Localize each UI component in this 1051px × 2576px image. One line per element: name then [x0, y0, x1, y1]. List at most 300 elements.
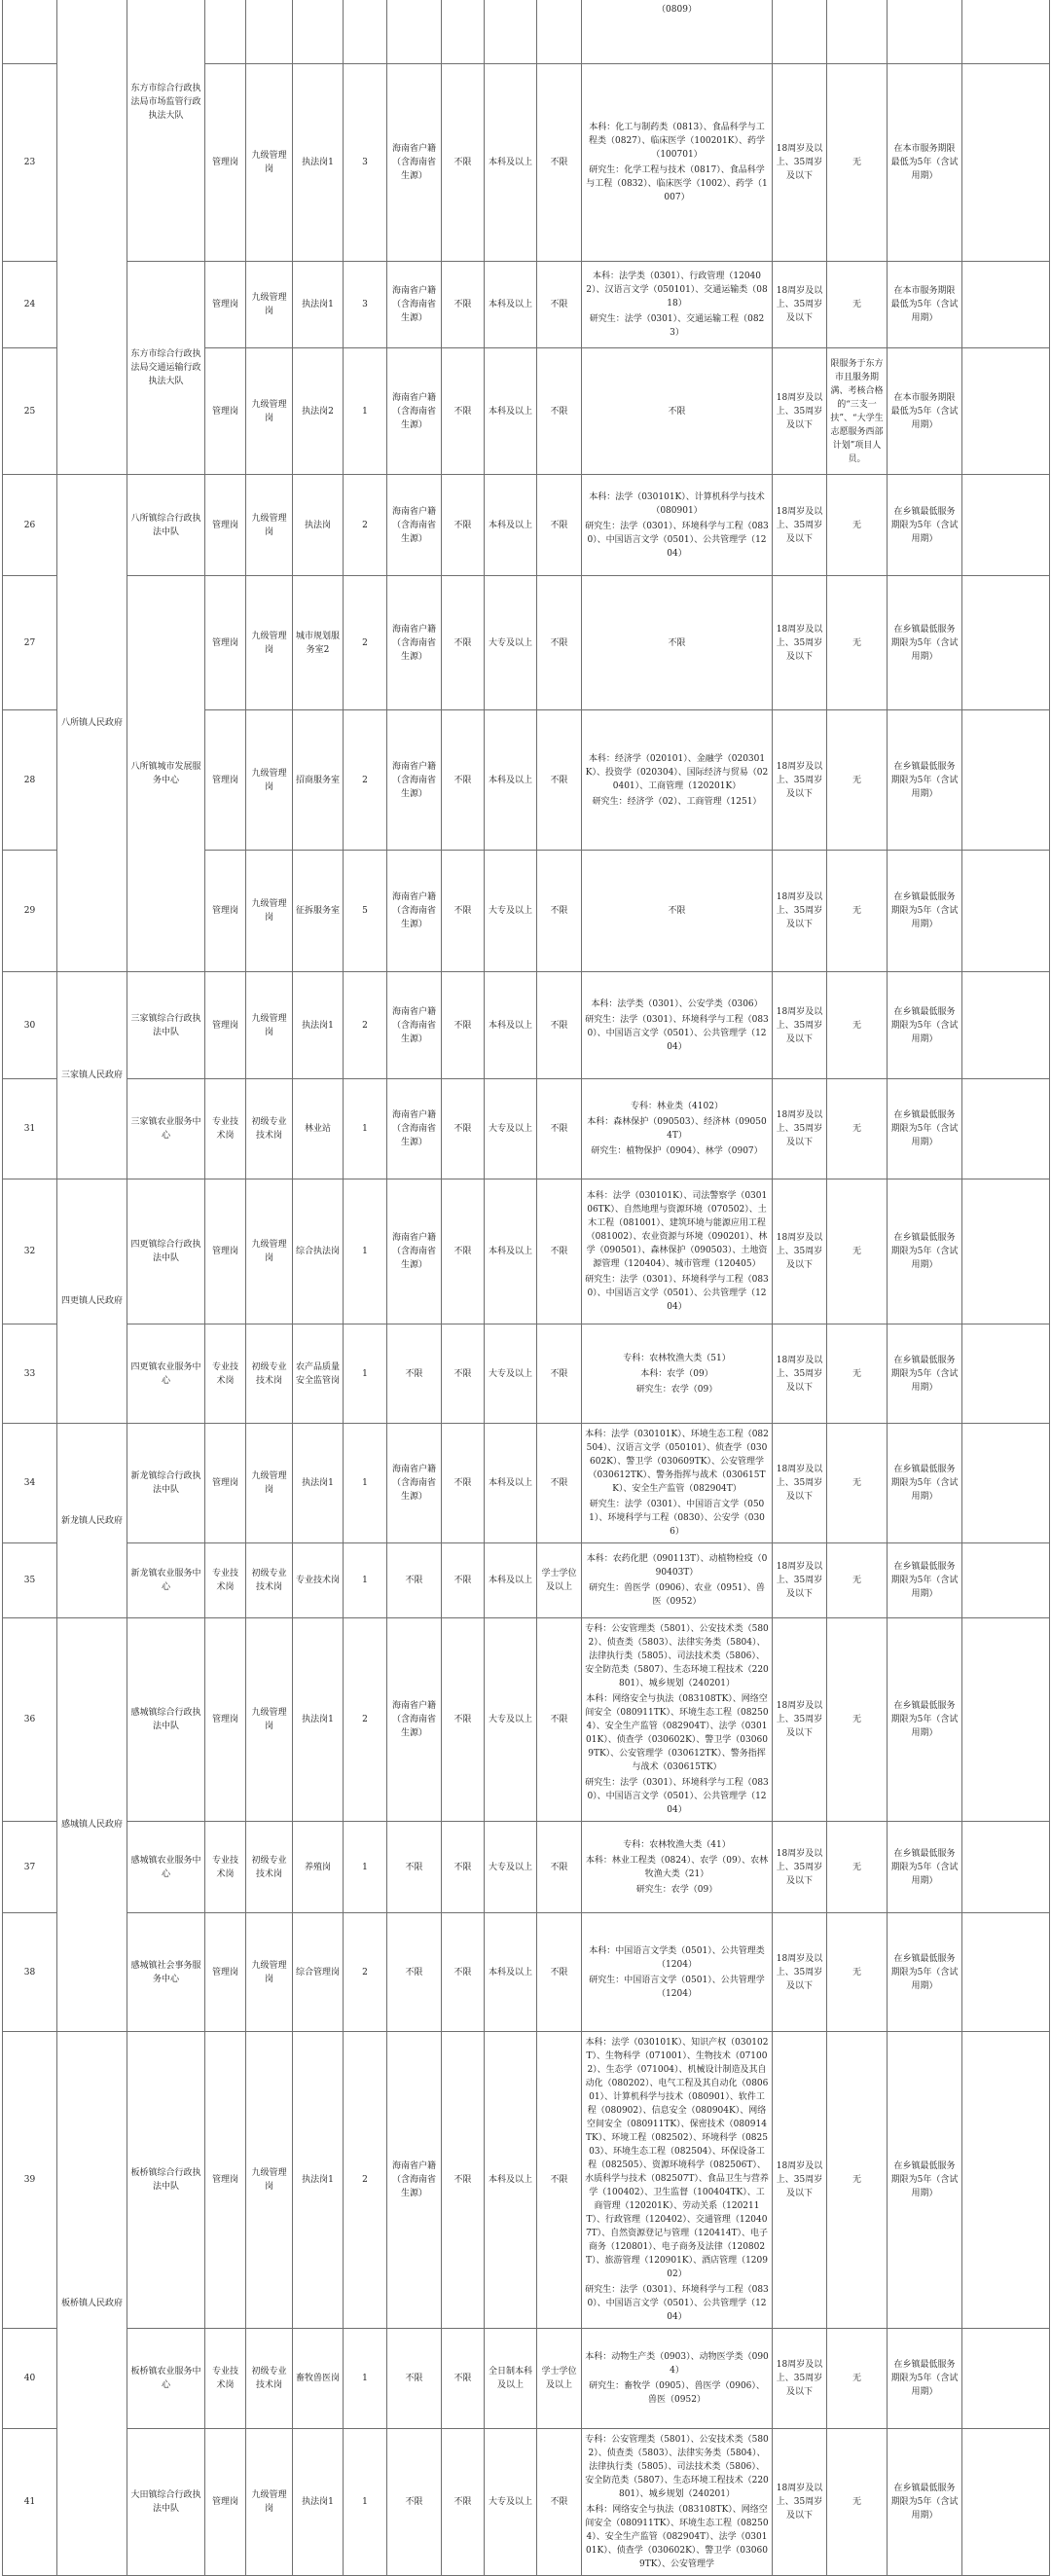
service-term-cell: 在乡镇最低服务期限为5年（含试用期） — [888, 2329, 962, 2429]
major-line: 本科：网络安全与执法（083108TK）、网络空间安全（080911TK）、环境生态工程（082504）、安全生产监管（082904T）、法学（030101K）、侦查学（030602K）、警卫学（030609TK）、公安管理学（030612TK）、警务指挥与战术（030615TK） — [585, 1694, 769, 1772]
degree-cell: 不限 — [537, 576, 582, 710]
unit-cell: 四更镇综合行政执法中队 — [127, 1179, 205, 1324]
row-number: 37 — [3, 1822, 57, 1913]
age-cell: 18周岁及以上、35周岁及以下 — [773, 1079, 827, 1179]
major-requirement-cell — [582, 1079, 773, 1179]
gender-cell: 不限 — [442, 1324, 485, 1424]
household-cell: 海南省户籍（含海南省生源） — [387, 1079, 442, 1179]
level-cell: 初级专业技术岗 — [246, 1324, 293, 1424]
other-condition-cell: 无 — [827, 2032, 888, 2329]
age-cell: 18周岁及以上、35周岁及以下 — [773, 1179, 827, 1324]
row-number: 33 — [3, 1324, 57, 1424]
gender-cell: 不限 — [442, 2429, 485, 2576]
remark-cell — [962, 1424, 1050, 1543]
remark-cell — [962, 1543, 1050, 1618]
level-cell: 初级专业技术岗 — [246, 1543, 293, 1618]
gender-cell: 不限 — [442, 475, 485, 576]
unit-cell: 感城镇农业服务中心 — [127, 1822, 205, 1913]
major-requirement-cell — [582, 2032, 773, 2329]
remark-cell — [962, 2032, 1050, 2329]
household-cell: 海南省户籍（含海南省生源） — [387, 1179, 442, 1324]
level-cell: 九级管理岗 — [246, 1424, 293, 1543]
row-number: 39 — [3, 2032, 57, 2329]
unit-cell: 板桥镇农业服务中心 — [127, 2329, 205, 2429]
table-row — [3, 1179, 1050, 1324]
gender-cell: 不限 — [442, 1618, 485, 1822]
household-cell: 海南省户籍（含海南省生源） — [387, 1424, 442, 1543]
unit-cell: 新龙镇综合行政执法中队 — [127, 1424, 205, 1543]
post-cell: 执法岗1 — [293, 1424, 344, 1543]
major-line: 研究生：化学工程与技术（0817）、食品科学与工程（0832）、临床医学（1002）、药学（1007） — [586, 165, 768, 202]
service-term-cell: 在乡镇最低服务期限为5年（含试用期） — [888, 1822, 962, 1913]
major-line: 研究生：法学（0301）、环境科学与工程（0830）、中国语言文学（0501）、公共管理学（1204） — [585, 1275, 769, 1312]
table-row — [3, 1822, 1050, 1913]
row-number: 26 — [3, 475, 57, 576]
other-condition-cell: 无 — [827, 576, 888, 710]
table-row — [3, 2329, 1050, 2429]
department-cell: 四更镇人民政府 — [57, 1179, 127, 1424]
row-number: 34 — [3, 1424, 57, 1543]
age-cell: 18周岁及以上、35周岁及以下 — [773, 851, 827, 972]
count-cell: 2 — [344, 475, 387, 576]
unit-cell: 板桥镇综合行政执法中队 — [127, 2032, 205, 2329]
major-requirement-cell — [582, 0, 773, 64]
major-line: 研究生：中国语言文学（0501）、公共管理学（1204） — [589, 1975, 765, 1999]
remark-cell — [962, 710, 1050, 851]
major-line: 研究生：法学（0301）、环境科学与工程（0830）、中国语言文学（0501）、公共管理学（1204） — [585, 521, 769, 559]
other-condition-cell: 限服务于东方市且服务期满、考核合格的“三支一扶”、“大学生志愿服务西部计划”项目人员。 — [827, 348, 888, 475]
major-line: 本科：经济学（020101）、金融学（020301K）、投资学（020304）、国际经济与贸易（020401）、工商管理（120201K） — [585, 753, 769, 791]
gender-cell: 不限 — [442, 710, 485, 851]
table-row — [3, 1913, 1050, 2032]
household-cell: 不限 — [387, 2429, 442, 2576]
major-requirement-cell — [582, 710, 773, 851]
row-number: 41 — [3, 2429, 57, 2576]
count-cell: 2 — [344, 2032, 387, 2329]
household-cell: 海南省户籍（含海南省生源） — [387, 2032, 442, 2329]
recruitment-positions-table — [2, 0, 1050, 2576]
education-cell: 本科及以上 — [485, 710, 537, 851]
recruitment-table-sheet — [2, 0, 1049, 2576]
major-line: 研究生：法学（0301）、中国语言文学（0501）、环境科学与工程（0830）、公安学（0306） — [589, 1500, 765, 1537]
degree-cell: 不限 — [537, 1618, 582, 1822]
education-cell: 大专及以上 — [485, 1822, 537, 1913]
department-cell — [57, 0, 127, 475]
count-cell: 1 — [344, 2429, 387, 2576]
degree-cell: 不限 — [537, 1079, 582, 1179]
unit-cell: 大田镇综合行政执法中队 — [127, 2429, 205, 2576]
household-cell: 海南省户籍（含海南省生源） — [387, 262, 442, 348]
major-line: 本科：林业工程类（0824）、农学（09）、农林牧渔大类（21） — [585, 1855, 769, 1879]
degree-cell: 不限 — [537, 851, 582, 972]
household-cell: 海南省户籍（含海南省生源） — [387, 348, 442, 475]
degree-cell — [537, 0, 582, 64]
degree-cell: 不限 — [537, 2032, 582, 2329]
major-requirement-cell — [582, 1618, 773, 1822]
age-cell: 18周岁及以上、35周岁及以下 — [773, 972, 827, 1079]
count-cell: 3 — [344, 64, 387, 262]
level-cell: 九级管理岗 — [246, 710, 293, 851]
household-cell: 不限 — [387, 1324, 442, 1424]
household-cell: 不限 — [387, 1822, 442, 1913]
major-line: 不限 — [668, 637, 686, 648]
remark-cell — [962, 2429, 1050, 2576]
age-cell: 18周岁及以上、35周岁及以下 — [773, 710, 827, 851]
count-cell: 2 — [344, 1618, 387, 1822]
remark-cell — [962, 2329, 1050, 2429]
row-number: 38 — [3, 1913, 57, 2032]
count-cell: 5 — [344, 851, 387, 972]
household-cell: 海南省户籍（含海南省生源） — [387, 1618, 442, 1822]
count-cell: 1 — [344, 1543, 387, 1618]
service-term-cell: 在乡镇最低服务期限为5年（含试用期） — [888, 2032, 962, 2329]
unit-cell: 东方市综合行政执法局交通运输行政执法大队 — [127, 262, 205, 475]
table-row — [3, 972, 1050, 1079]
unit-cell: 八所镇综合行政执法中队 — [127, 475, 205, 576]
department-cell: 板桥镇人民政府 — [57, 2032, 127, 2576]
major-requirement-cell — [582, 1822, 773, 1913]
remark-cell — [962, 851, 1050, 972]
category-cell: 专业技术岗 — [205, 1079, 246, 1179]
education-cell: 本科及以上 — [485, 1424, 537, 1543]
row-number: 28 — [3, 710, 57, 851]
category-cell: 管理岗 — [205, 1179, 246, 1324]
service-term-cell: 在本市服务期限最低为5年（含试用期） — [888, 262, 962, 348]
education-cell — [485, 0, 537, 64]
household-cell: 海南省户籍（含海南省生源） — [387, 710, 442, 851]
degree-cell: 不限 — [537, 1822, 582, 1913]
row-number: 32 — [3, 1179, 57, 1324]
degree-cell: 学士学位及以上 — [537, 2329, 582, 2429]
gender-cell — [442, 0, 485, 64]
service-term-cell: 在乡镇最低服务期限为5年（含试用期） — [888, 475, 962, 576]
table-row — [3, 1424, 1050, 1543]
gender-cell: 不限 — [442, 851, 485, 972]
service-term-cell: 在乡镇最低服务期限为5年（含试用期） — [888, 1618, 962, 1822]
remark-cell — [962, 64, 1050, 262]
major-requirement-cell — [582, 1324, 773, 1424]
remark-cell — [962, 475, 1050, 576]
category-cell: 专业技术岗 — [205, 2329, 246, 2429]
post-cell — [293, 0, 344, 64]
major-line: 专科：农林牧渔大类（51） — [623, 1353, 731, 1363]
category-cell: 管理岗 — [205, 2032, 246, 2329]
count-cell: 1 — [344, 1079, 387, 1179]
major-line: 研究生：农学（09） — [635, 1384, 718, 1395]
table-row — [3, 0, 1050, 64]
remark-cell — [962, 262, 1050, 348]
table-row — [3, 2032, 1050, 2329]
other-condition-cell: 无 — [827, 972, 888, 1079]
service-term-cell: 在乡镇最低服务期限为5年（含试用期） — [888, 1179, 962, 1324]
department-cell: 感城镇人民政府 — [57, 1618, 127, 2032]
category-cell: 管理岗 — [205, 348, 246, 475]
major-line: 专科：公安管理类（5801）、公安技术类（5802）、侦查类（5803）、法律实务类（5804）、法律执行类（5805）、司法技术类（5806）、安全防范类（5807）、生态环境工程技术（220801）、城乡规划（240201） — [585, 2435, 769, 2499]
other-condition-cell: 无 — [827, 262, 888, 348]
table-row — [3, 576, 1050, 710]
count-cell: 1 — [344, 1324, 387, 1424]
major-requirement-cell — [582, 348, 773, 475]
age-cell: 18周岁及以上、35周岁及以下 — [773, 262, 827, 348]
level-cell: 九级管理岗 — [246, 1179, 293, 1324]
remark-cell — [962, 348, 1050, 475]
major-line: 专科：林业类（4102） — [631, 1102, 723, 1111]
education-cell: 本科及以上 — [485, 1913, 537, 2032]
other-condition-cell: 无 — [827, 1424, 888, 1543]
table-row — [3, 262, 1050, 348]
table-row — [3, 1618, 1050, 1822]
major-requirement-cell — [582, 1179, 773, 1324]
household-cell: 海南省户籍（含海南省生源） — [387, 851, 442, 972]
count-cell: 2 — [344, 710, 387, 851]
category-cell: 管理岗 — [205, 576, 246, 710]
post-cell: 农产品质量安全监管岗 — [293, 1324, 344, 1424]
category-cell: 管理岗 — [205, 262, 246, 348]
post-cell: 执法岗1 — [293, 262, 344, 348]
major-line: 专科：公安管理类（5801）、公安技术类（5802）、侦查类（5803）、法律实务类（5804）、法律执行类（5805）、司法技术类（5806）、安全防范类（5807）、生态环境工程技术（220801）、城乡规划（240201） — [585, 1624, 769, 1688]
major-line: 研究生：农学（09） — [635, 1884, 718, 1895]
level-cell — [246, 0, 293, 64]
department-cell: 三家镇人民政府 — [57, 972, 127, 1179]
household-cell — [387, 0, 442, 64]
degree-cell: 学士学位及以上 — [537, 1543, 582, 1618]
major-line: 本科：法学（030101K）、环境生态工程（082504）、汉语言文学（050101）、侦查学（030602K）、警卫学（030609TK）、公安管理学（030612TK）、警务指挥与战术（030615TK）、安全生产监管（082904T） — [585, 1430, 769, 1494]
gender-cell: 不限 — [442, 348, 485, 475]
other-condition-cell: 无 — [827, 1179, 888, 1324]
service-term-cell: 在本市服务期限最低为5年（含试用期） — [888, 348, 962, 475]
other-condition-cell: 无 — [827, 710, 888, 851]
unit-cell: 新龙镇农业服务中心 — [127, 1543, 205, 1618]
service-term-cell: 在乡镇最低服务期限为5年（含试用期） — [888, 710, 962, 851]
remark-cell — [962, 1079, 1050, 1179]
service-term-cell: 在乡镇最低服务期限为5年（含试用期） — [888, 1913, 962, 2032]
major-requirement-cell — [582, 2329, 773, 2429]
category-cell: 管理岗 — [205, 1618, 246, 1822]
age-cell: 18周岁及以上、35周岁及以下 — [773, 348, 827, 475]
gender-cell: 不限 — [442, 1822, 485, 1913]
major-line: 本科：化工与制药类（0813）、食品科学与工程类（0827）、临床医学（100201K）、药学（100701） — [589, 123, 765, 160]
row-number: 27 — [3, 576, 57, 710]
category-cell: 专业技术岗 — [205, 1822, 246, 1913]
education-cell: 本科及以上 — [485, 475, 537, 576]
level-cell: 九级管理岗 — [246, 64, 293, 262]
gender-cell: 不限 — [442, 1079, 485, 1179]
service-term-cell: 在乡镇最低服务期限为5年（含试用期） — [888, 851, 962, 972]
other-condition-cell: 无 — [827, 64, 888, 262]
other-condition-cell: 无 — [827, 1618, 888, 1822]
education-cell: 大专及以上 — [485, 1079, 537, 1179]
education-cell: 本科及以上 — [485, 262, 537, 348]
age-cell: 18周岁及以上、35周岁及以下 — [773, 1324, 827, 1424]
gender-cell: 不限 — [442, 2329, 485, 2429]
household-cell: 不限 — [387, 1913, 442, 2032]
gender-cell: 不限 — [442, 262, 485, 348]
table-row — [3, 1543, 1050, 1618]
row-number: 36 — [3, 1618, 57, 1822]
count-cell: 2 — [344, 1913, 387, 2032]
post-cell: 综合管理岗 — [293, 1913, 344, 2032]
unit-cell: 感城镇综合行政执法中队 — [127, 1618, 205, 1822]
count-cell: 1 — [344, 348, 387, 475]
major-line: 本科：森林保护（090503）、经济林（090504T） — [587, 1117, 767, 1141]
level-cell: 九级管理岗 — [246, 1618, 293, 1822]
category-cell: 专业技术岗 — [205, 1543, 246, 1618]
age-cell: 18周岁及以上、35周岁及以下 — [773, 1822, 827, 1913]
post-cell: 综合执法岗 — [293, 1179, 344, 1324]
gender-cell: 不限 — [442, 1543, 485, 1618]
major-requirement-cell — [582, 64, 773, 262]
service-term-cell — [888, 0, 962, 64]
row-number: 30 — [3, 972, 57, 1079]
major-requirement-cell — [582, 2429, 773, 2576]
count-cell: 3 — [344, 262, 387, 348]
service-term-cell: 在乡镇最低服务期限为5年（含试用期） — [888, 1543, 962, 1618]
post-cell: 养殖岗 — [293, 1822, 344, 1913]
count-cell: 1 — [344, 1179, 387, 1324]
level-cell: 九级管理岗 — [246, 851, 293, 972]
age-cell: 18周岁及以上、35周岁及以下 — [773, 2032, 827, 2329]
major-line: 不限 — [668, 406, 686, 417]
age-cell: 18周岁及以上、35周岁及以下 — [773, 576, 827, 710]
major-line: （0809） — [657, 5, 697, 15]
major-requirement-cell — [582, 576, 773, 710]
age-cell: 18周岁及以上、35周岁及以下 — [773, 2429, 827, 2576]
degree-cell: 不限 — [537, 1324, 582, 1424]
post-cell: 畜牧兽医岗 — [293, 2329, 344, 2429]
remark-cell — [962, 576, 1050, 710]
post-cell: 执法岗1 — [293, 1618, 344, 1822]
education-cell: 大专及以上 — [485, 1618, 537, 1822]
post-cell: 执法岗1 — [293, 972, 344, 1079]
age-cell: 18周岁及以上、35周岁及以下 — [773, 475, 827, 576]
level-cell: 初级专业技术岗 — [246, 1822, 293, 1913]
education-cell: 大专及以上 — [485, 2429, 537, 2576]
degree-cell: 不限 — [537, 1913, 582, 2032]
education-cell: 本科及以上 — [485, 348, 537, 475]
major-line: 本科：动物生产类（0903）、动物医学类（0904） — [585, 2352, 769, 2376]
service-term-cell: 在乡镇最低服务期限为5年（含试用期） — [888, 1424, 962, 1543]
major-line: 研究生：经济学（02）、工商管理（1251） — [592, 796, 762, 807]
remark-cell — [962, 1618, 1050, 1822]
table-row — [3, 1079, 1050, 1179]
post-cell: 执法岗1 — [293, 64, 344, 262]
degree-cell: 不限 — [537, 1179, 582, 1324]
degree-cell: 不限 — [537, 262, 582, 348]
major-line: 研究生：兽医学（0906）、农业（0951）、兽医（0952） — [589, 1583, 765, 1607]
major-line: 本科：中国语言文学类（0501）、公共管理类（1204） — [589, 1945, 765, 1970]
major-line: 研究生：畜牧学（0905）、兽医学（0906）、兽医（0952） — [589, 2381, 765, 2405]
service-term-cell: 在乡镇最低服务期限为5年（含试用期） — [888, 1324, 962, 1424]
education-cell: 大专及以上 — [485, 1324, 537, 1424]
other-condition-cell: 无 — [827, 1913, 888, 2032]
household-cell: 海南省户籍（含海南省生源） — [387, 576, 442, 710]
remark-cell — [962, 1913, 1050, 2032]
major-line: 本科：网络安全与执法（083108TK）、网络空间安全（080911TK）、环境生态工程（082504）、安全生产监管（082904T）、法学（030101K）、侦查学（030602K）、警卫学（030609TK）、公安管理学 — [585, 2505, 769, 2569]
gender-cell: 不限 — [442, 1179, 485, 1324]
level-cell: 初级专业技术岗 — [246, 2329, 293, 2429]
age-cell: 18周岁及以上、35周岁及以下 — [773, 2329, 827, 2429]
post-cell: 执法岗2 — [293, 348, 344, 475]
count-cell — [344, 0, 387, 64]
gender-cell: 不限 — [442, 972, 485, 1079]
count-cell: 1 — [344, 2329, 387, 2429]
gender-cell: 不限 — [442, 1424, 485, 1543]
age-cell: 18周岁及以上、35周岁及以下 — [773, 1424, 827, 1543]
level-cell: 九级管理岗 — [246, 576, 293, 710]
age-cell: 18周岁及以上、35周岁及以下 — [773, 64, 827, 262]
level-cell: 九级管理岗 — [246, 2032, 293, 2329]
category-cell — [205, 0, 246, 64]
major-requirement-cell — [582, 1543, 773, 1618]
row-number: 35 — [3, 1543, 57, 1618]
post-cell: 执法岗 — [293, 475, 344, 576]
count-cell: 2 — [344, 576, 387, 710]
row-number: 29 — [3, 851, 57, 972]
remark-cell — [962, 972, 1050, 1079]
post-cell: 执法岗1 — [293, 2032, 344, 2329]
category-cell: 管理岗 — [205, 710, 246, 851]
other-condition-cell: 无 — [827, 2429, 888, 2576]
major-requirement-cell — [582, 262, 773, 348]
major-line: 本科：法学（030101K）、计算机科学与技术（080901） — [589, 491, 765, 516]
unit-cell: 四更镇农业服务中心 — [127, 1324, 205, 1424]
education-cell: 本科及以上 — [485, 1543, 537, 1618]
age-cell: 18周岁及以上、35周岁及以下 — [773, 1913, 827, 2032]
unit-cell: 东方市综合行政执法局市场监管行政执法大队 — [127, 0, 205, 262]
remark-cell — [962, 0, 1050, 64]
category-cell: 管理岗 — [205, 64, 246, 262]
category-cell: 专业技术岗 — [205, 1324, 246, 1424]
table-body — [3, 0, 1050, 2576]
household-cell: 海南省户籍（含海南省生源） — [387, 972, 442, 1079]
department-cell: 八所镇人民政府 — [57, 475, 127, 972]
count-cell: 1 — [344, 1424, 387, 1543]
table-row — [3, 1324, 1050, 1424]
education-cell: 本科及以上 — [485, 1179, 537, 1324]
count-cell: 1 — [344, 1822, 387, 1913]
count-cell: 2 — [344, 972, 387, 1079]
age-cell — [773, 0, 827, 64]
household-cell: 不限 — [387, 1543, 442, 1618]
household-cell: 海南省户籍（含海南省生源） — [387, 475, 442, 576]
post-cell: 执法岗1 — [293, 2429, 344, 2576]
major-line: 研究生：法学（0301）、环境科学与工程（0830）、中国语言文学（0501）、公共管理学（1204） — [585, 1014, 769, 1052]
major-requirement-cell — [582, 851, 773, 972]
post-cell: 招商服务室 — [293, 710, 344, 851]
remark-cell — [962, 1822, 1050, 1913]
other-condition-cell: 无 — [827, 1324, 888, 1424]
other-condition-cell — [827, 0, 888, 64]
row-number: 24 — [3, 262, 57, 348]
major-line: 本科：法学（030101K）、司法警察学（030106TK）、自然地理与资源环境（070502）、土木工程（081001）、建筑环境与能源应用工程（081002）、农业资源与环境（090201）、林学（090501）、森林保护（090503）、土地资源管理（120404）、城市管理（120405） — [586, 1191, 768, 1269]
other-condition-cell: 无 — [827, 851, 888, 972]
category-cell: 管理岗 — [205, 475, 246, 576]
post-cell: 林业站 — [293, 1079, 344, 1179]
gender-cell: 不限 — [442, 2032, 485, 2329]
remark-cell — [962, 1324, 1050, 1424]
level-cell: 初级专业技术岗 — [246, 1079, 293, 1179]
education-cell: 全日制本科及以上 — [485, 2329, 537, 2429]
major-requirement-cell — [582, 475, 773, 576]
other-condition-cell: 无 — [827, 1822, 888, 1913]
major-line: 专科：农林牧渔大类（41） — [623, 1839, 731, 1850]
major-line: 本科：法学类（0301）、行政管理（120402）、汉语言文学（050101）、交通运输类（0818） — [586, 272, 768, 308]
row-number: 25 — [3, 348, 57, 475]
major-line: 本科：农药化肥（090113T）、动植物检疫（090403T） — [586, 1554, 768, 1578]
education-cell: 本科及以上 — [485, 64, 537, 262]
category-cell: 管理岗 — [205, 2429, 246, 2576]
service-term-cell: 在本市服务期限最低为5年（含试用期） — [888, 64, 962, 262]
